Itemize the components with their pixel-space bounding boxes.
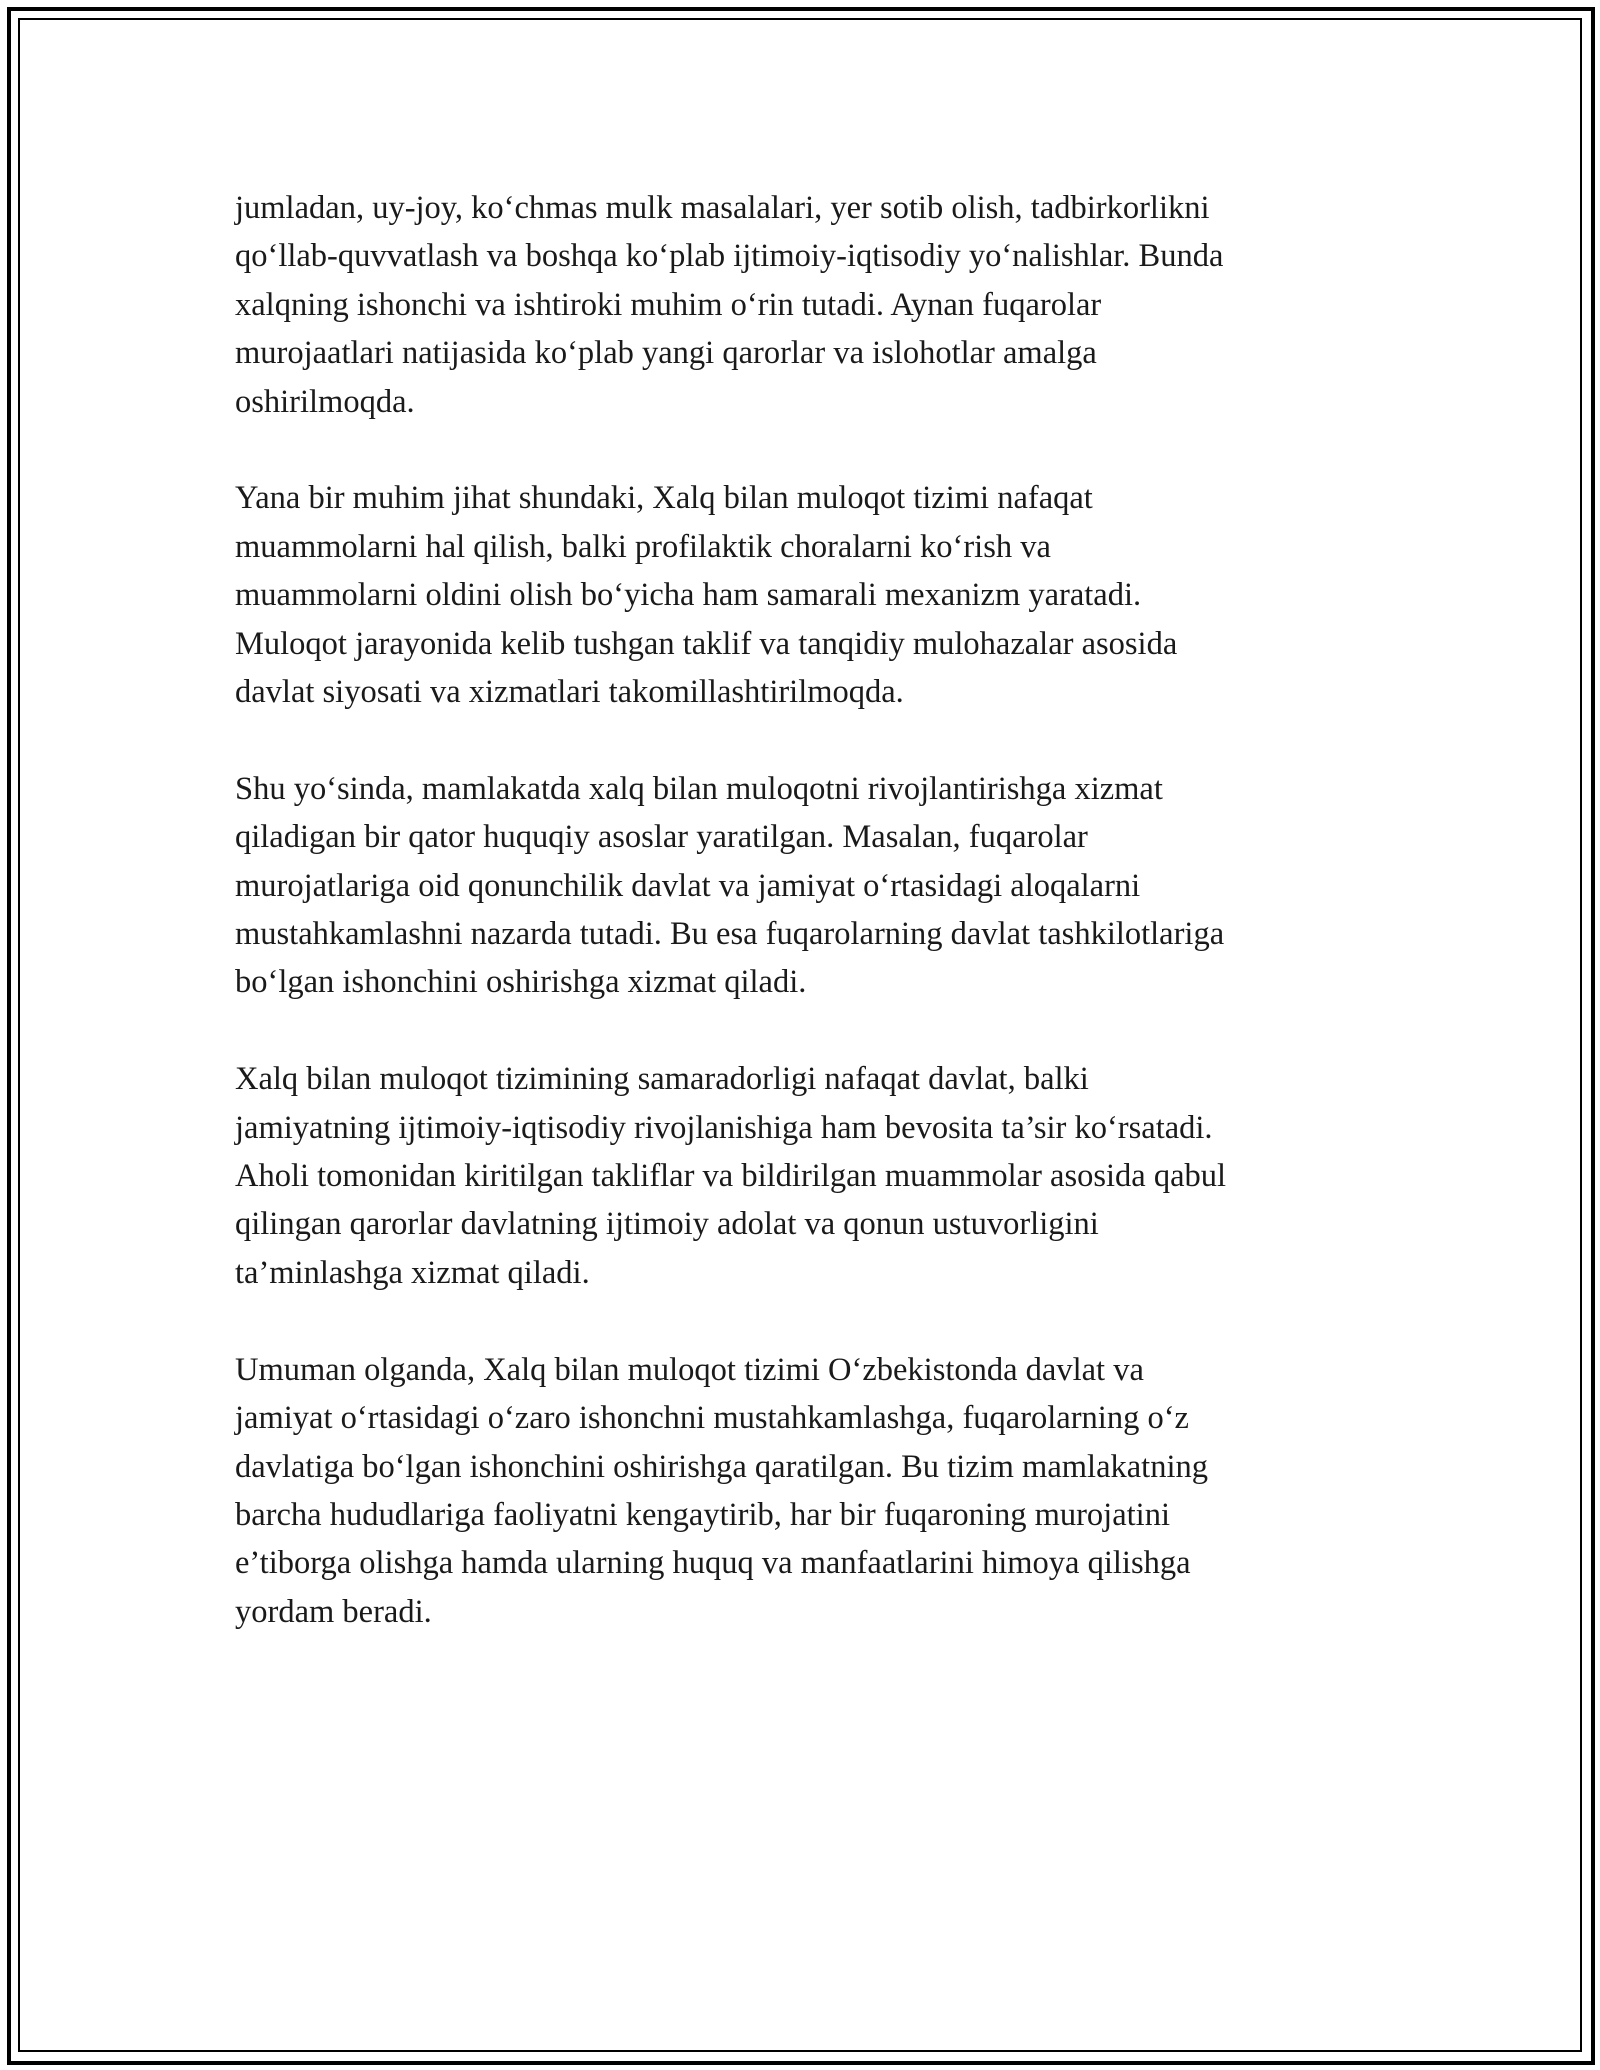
text-line: Xalq bilan muloqot tizimining samaradorligi nafaqat davlat, balki bbox=[235, 1061, 1089, 1098]
text-line: e’tiborga olishga hamda ularning huquq va manfaatlarini himoya qilishga bbox=[235, 1545, 1191, 1582]
paragraph-5 bbox=[235, 1346, 1365, 1636]
text-line: qilingan qarorlar davlatning ijtimoiy adolat va qonun ustuvorligini bbox=[235, 1206, 1099, 1243]
text-line: muammolarni hal qilish, balki profilaktik choralarni koʻrish va bbox=[235, 528, 1051, 565]
text-line: jamiyat oʻrtasidagi oʻzaro ishonchni mustahkamlashga, fuqarolarning oʻz bbox=[235, 1400, 1189, 1437]
text-line: yordam beradi. bbox=[235, 1593, 432, 1630]
text-line: ta’minlashga xizmat qiladi. bbox=[235, 1254, 590, 1291]
text-line: Shu yoʻsinda, mamlakatda xalq bilan muloqotni rivojlantirishga xizmat bbox=[235, 770, 1163, 807]
text-line: boʻlgan ishonchini oshirishga xizmat qiladi. bbox=[235, 964, 807, 1001]
text-line: murojatlariga oid qonunchilik davlat va jamiyat oʻrtasidagi aloqalarni bbox=[235, 867, 1141, 904]
text-line: xalqning ishonchi va ishtiroki muhim oʻrin tutadi. Aynan fuqarolar bbox=[235, 286, 1102, 323]
text-line: barcha hududlariga faoliyatni kengaytirib, har bir fuqaroning murojatini bbox=[235, 1496, 1170, 1533]
text-line: davlat siyosati va xizmatlari takomillashtirilmoqda. bbox=[235, 674, 904, 711]
text-line: jumladan, uy-joy, koʻchmas mulk masalalari, yer sotib olish, tadbirkorlikni bbox=[235, 190, 1210, 226]
document-body bbox=[235, 184, 1365, 1685]
paragraph-1 bbox=[235, 184, 1365, 426]
text-line: Muloqot jarayonida kelib tushgan taklif va tanqidiy mulohazalar asosida bbox=[235, 625, 1178, 662]
paragraph-2 bbox=[235, 474, 1365, 716]
text-line: oshirilmoqda. bbox=[235, 383, 415, 420]
paragraph-4 bbox=[235, 1055, 1365, 1297]
text-line: Aholi tomonidan kiritilgan takliflar va bildirilgan muammolar asosida qabul bbox=[235, 1158, 1227, 1195]
text-line: Yana bir muhim jihat shundaki, Xalq bilan muloqot tizimi nafaqat bbox=[235, 480, 1093, 517]
text-line: murojaatlari natijasida koʻplab yangi qarorlar va islohotlar amalga bbox=[235, 335, 1097, 372]
text-line: jamiyatning ijtimoiy-iqtisodiy rivojlanishiga ham bevosita ta’sir koʻrsatadi. bbox=[235, 1109, 1213, 1146]
text-line: Umuman olganda, Xalq bilan muloqot tizimi Oʻzbekistonda davlat va bbox=[235, 1351, 1144, 1388]
text-line: davlatiga boʻlgan ishonchini oshirishga qaratilgan. Bu tizim mamlakatning bbox=[235, 1448, 1208, 1485]
text-line: qoʻllab-quvvatlash va boshqa koʻplab ijtimoiy-iqtisodiy yoʻnalishlar. Bunda bbox=[235, 238, 1224, 275]
text-line: muammolarni oldini olish boʻyicha ham samarali mexanizm yaratadi. bbox=[235, 577, 1142, 614]
text-line: qiladigan bir qator huquqiy asoslar yaratilgan. Masalan, fuqarolar bbox=[235, 819, 1088, 856]
text-line: mustahkamlashni nazarda tutadi. Bu esa fuqarolarning davlat tashkilotlariga bbox=[235, 916, 1225, 953]
paragraph-3 bbox=[235, 765, 1365, 1007]
